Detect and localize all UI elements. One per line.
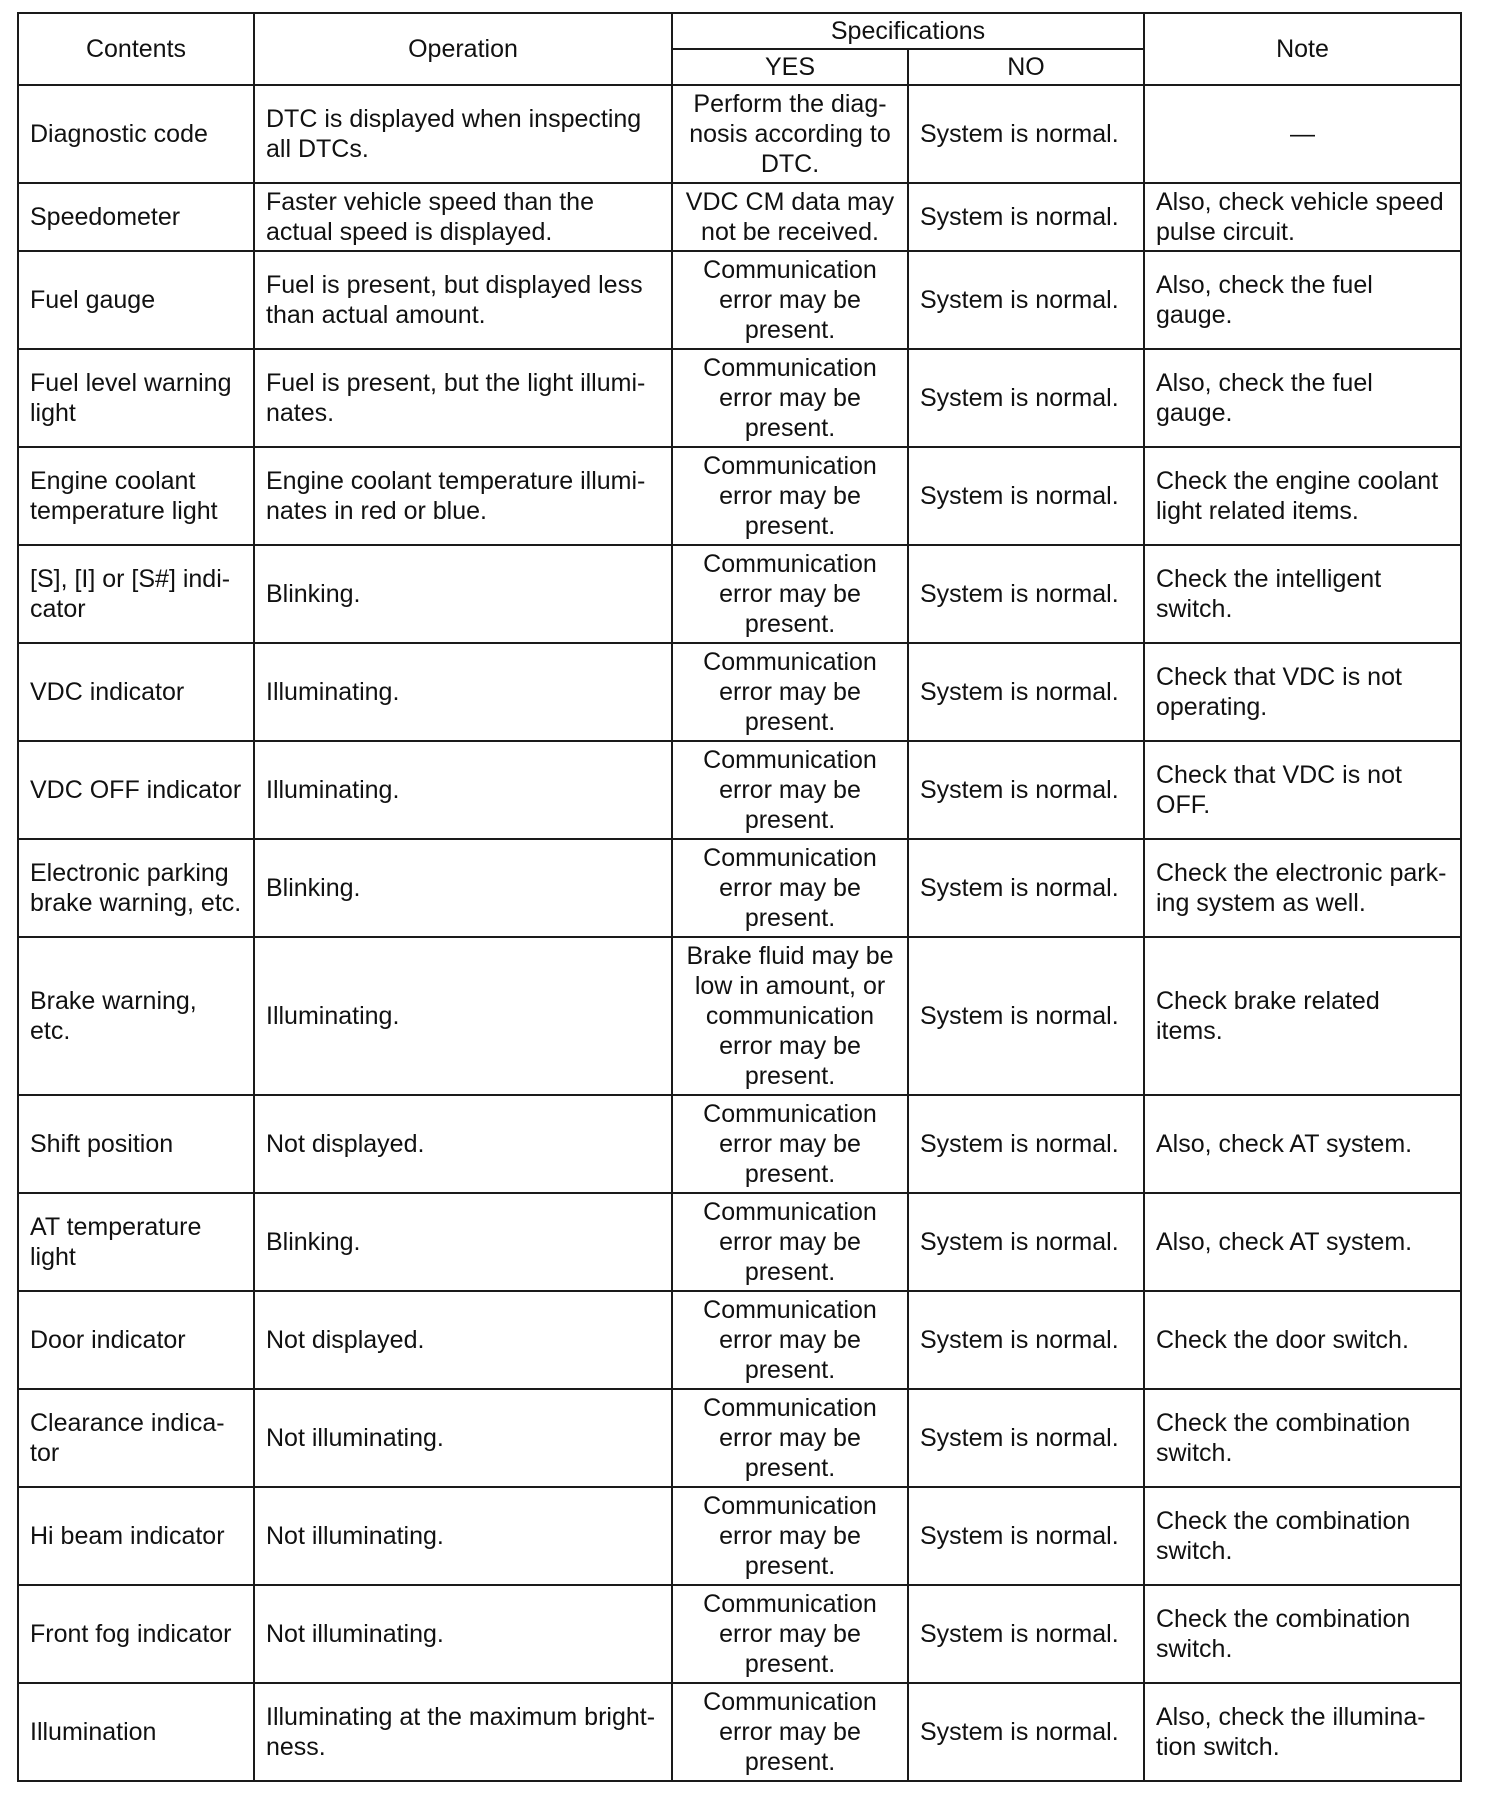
header-note: Note <box>1144 13 1461 85</box>
table-row <box>18 741 1461 839</box>
cell-note: Check the combination switch. <box>1144 1487 1461 1585</box>
cell-operation: Illuminating. <box>254 937 672 1095</box>
cell-contents: Engine coolant temperature light <box>18 447 254 545</box>
cell-contents: Clearance indica-tor <box>18 1389 254 1487</box>
cell-operation: Not displayed. <box>254 1291 672 1389</box>
cell-note: Check the intelligent switch. <box>1144 545 1461 643</box>
cell-operation: Illuminating. <box>254 643 672 741</box>
table-row <box>18 1683 1461 1781</box>
cell-note: Check brake related items. <box>1144 937 1461 1095</box>
cell-no: System is normal. <box>908 1291 1144 1389</box>
cell-yes: Communication error may be present. <box>672 1193 908 1291</box>
cell-yes: Communication error may be present. <box>672 1487 908 1585</box>
cell-operation: Faster vehicle speed than the actual speed is displayed. <box>254 183 672 251</box>
cell-no: System is normal. <box>908 1585 1144 1683</box>
cell-yes: Communication error may be present. <box>672 1389 908 1487</box>
cell-yes: Communication error may be present. <box>672 447 908 545</box>
header-specifications: Specifications <box>672 13 1144 49</box>
cell-note: Check the door switch. <box>1144 1291 1461 1389</box>
cell-contents: Illumination <box>18 1683 254 1781</box>
cell-yes: Communication error may be present. <box>672 839 908 937</box>
table-row <box>18 183 1461 251</box>
cell-contents: Front fog indicator <box>18 1585 254 1683</box>
table-row <box>18 839 1461 937</box>
cell-no: System is normal. <box>908 937 1144 1095</box>
cell-note: Also, check the fuel gauge. <box>1144 251 1461 349</box>
cell-no: System is normal. <box>908 741 1144 839</box>
cell-no: System is normal. <box>908 1487 1144 1585</box>
cell-no: System is normal. <box>908 447 1144 545</box>
cell-operation: Not illuminating. <box>254 1389 672 1487</box>
cell-note: Check that VDC is not operating. <box>1144 643 1461 741</box>
cell-no: System is normal. <box>908 85 1144 183</box>
header-row-1 <box>18 13 1461 49</box>
cell-contents: Speedometer <box>18 183 254 251</box>
cell-yes: Communication error may be present. <box>672 545 908 643</box>
cell-operation: Blinking. <box>254 545 672 643</box>
cell-contents: Hi beam indicator <box>18 1487 254 1585</box>
table-row <box>18 1095 1461 1193</box>
cell-no: System is normal. <box>908 1389 1144 1487</box>
cell-note: Also, check AT system. <box>1144 1193 1461 1291</box>
cell-note: Also, check the illumina-tion switch. <box>1144 1683 1461 1781</box>
table-row <box>18 937 1461 1095</box>
cell-note: Check the combination switch. <box>1144 1585 1461 1683</box>
cell-contents: [S], [I] or [S#] indi-cator <box>18 545 254 643</box>
table-row <box>18 1291 1461 1389</box>
table-row <box>18 1389 1461 1487</box>
specification-table <box>17 12 1462 1782</box>
table-row <box>18 447 1461 545</box>
table-row <box>18 545 1461 643</box>
cell-operation: Engine coolant temperature illumi-nates in red or blue. <box>254 447 672 545</box>
cell-note: Also, check AT system. <box>1144 1095 1461 1193</box>
cell-note: Check the combination switch. <box>1144 1389 1461 1487</box>
cell-no: System is normal. <box>908 1095 1144 1193</box>
cell-yes: Communication error may be present. <box>672 1291 908 1389</box>
cell-operation: Not displayed. <box>254 1095 672 1193</box>
cell-operation: DTC is displayed when inspecting all DTCs. <box>254 85 672 183</box>
cell-yes: Communication error may be present. <box>672 1095 908 1193</box>
table-row <box>18 1585 1461 1683</box>
cell-no: System is normal. <box>908 839 1144 937</box>
cell-contents: Fuel gauge <box>18 251 254 349</box>
cell-contents: VDC OFF indicator <box>18 741 254 839</box>
cell-yes: Communication error may be present. <box>672 1683 908 1781</box>
cell-operation: Illuminating. <box>254 741 672 839</box>
cell-note: Also, check the fuel gauge. <box>1144 349 1461 447</box>
cell-no: System is normal. <box>908 251 1144 349</box>
header-yes: YES <box>672 49 908 85</box>
cell-no: System is normal. <box>908 1193 1144 1291</box>
cell-operation: Illuminating at the maximum bright-ness. <box>254 1683 672 1781</box>
table-row <box>18 643 1461 741</box>
header-operation: Operation <box>254 13 672 85</box>
cell-no: System is normal. <box>908 349 1144 447</box>
cell-note: Check that VDC is not OFF. <box>1144 741 1461 839</box>
cell-no: System is normal. <box>908 643 1144 741</box>
cell-contents: Door indicator <box>18 1291 254 1389</box>
cell-contents: VDC indicator <box>18 643 254 741</box>
cell-yes: Communication error may be present. <box>672 741 908 839</box>
cell-contents: Fuel level warning light <box>18 349 254 447</box>
cell-operation: Blinking. <box>254 839 672 937</box>
cell-operation: Not illuminating. <box>254 1585 672 1683</box>
table-row <box>18 349 1461 447</box>
cell-contents: Diagnostic code <box>18 85 254 183</box>
table-row <box>18 85 1461 183</box>
cell-note: Check the engine coolant light related items. <box>1144 447 1461 545</box>
cell-yes: Communication error may be present. <box>672 251 908 349</box>
header-no: NO <box>908 49 1144 85</box>
cell-yes: Communication error may be present. <box>672 1585 908 1683</box>
cell-no: System is normal. <box>908 1683 1144 1781</box>
cell-yes: Brake fluid may be low in amount, or communication error may be present. <box>672 937 908 1095</box>
cell-note: Check the electronic park-ing system as well. <box>1144 839 1461 937</box>
cell-contents: Shift position <box>18 1095 254 1193</box>
header-contents: Contents <box>18 13 254 85</box>
cell-yes: Communication error may be present. <box>672 349 908 447</box>
cell-operation: Not illuminating. <box>254 1487 672 1585</box>
cell-note: — <box>1144 85 1461 183</box>
cell-no: System is normal. <box>908 545 1144 643</box>
cell-operation: Fuel is present, but the light illumi-nates. <box>254 349 672 447</box>
cell-operation: Blinking. <box>254 1193 672 1291</box>
cell-no: System is normal. <box>908 183 1144 251</box>
table-row <box>18 1487 1461 1585</box>
cell-contents: Electronic parking brake warning, etc. <box>18 839 254 937</box>
cell-contents: AT temperature light <box>18 1193 254 1291</box>
cell-yes: Perform the diag-nosis according to DTC. <box>672 85 908 183</box>
table-row <box>18 1193 1461 1291</box>
cell-yes: VDC CM data may not be received. <box>672 183 908 251</box>
cell-yes: Communication error may be present. <box>672 643 908 741</box>
cell-note: Also, check vehicle speed pulse circuit. <box>1144 183 1461 251</box>
cell-contents: Brake warning, etc. <box>18 937 254 1095</box>
table-row <box>18 251 1461 349</box>
cell-operation: Fuel is present, but displayed less than actual amount. <box>254 251 672 349</box>
